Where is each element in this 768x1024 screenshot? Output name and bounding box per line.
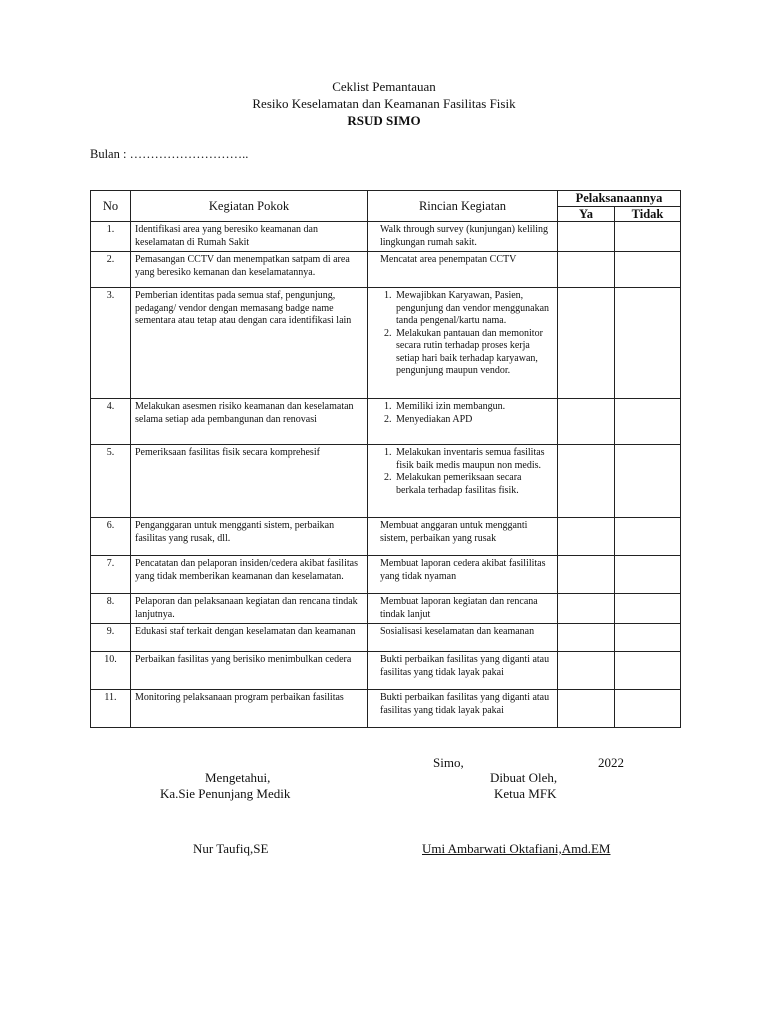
kegiatan-pokok-cell: Pencatatan dan pelaporan insiden/cedera akibat fasilitas yang tidak memberikan keamanan dan keselamatan. (131, 556, 368, 594)
month-field: Bulan : ……………………….. (90, 147, 249, 161)
signature-year: 2022 (598, 755, 624, 770)
ya-checkbox-cell[interactable] (558, 518, 615, 556)
rincian-kegiatan-cell (368, 690, 558, 728)
row-number: 1. (91, 222, 131, 252)
row-number: 9. (91, 624, 131, 652)
row-number: 5. (91, 445, 131, 518)
tidak-checkbox-cell[interactable] (615, 518, 681, 556)
ya-checkbox-cell[interactable] (558, 288, 615, 399)
kegiatan-pokok-cell: Pemasangan CCTV dan menempatkan satpam di area yang beresiko kemanan dan keselamatannya. (131, 252, 368, 288)
ya-checkbox-cell[interactable] (558, 690, 615, 728)
ya-checkbox-cell[interactable] (558, 624, 615, 652)
table-row (91, 518, 681, 556)
rincian-text: Membuat anggaran untuk mengganti sistem, perbaikan yang rusak (380, 520, 528, 544)
rincian-item: 2. Melakukan pantauan dan memonitor secara rutin terhadap proses kerja setiap hari baik terhadap karyawan, pengunjung maupun vendor. (394, 328, 553, 378)
tidak-checkbox-cell[interactable] (615, 624, 681, 652)
tidak-checkbox-cell[interactable] (615, 399, 681, 445)
signature-right-label: Dibuat Oleh, (490, 770, 558, 785)
kegiatan-pokok-cell: Melakukan asesmen risiko keamanan dan keselamatan selama setiap ada pembangunan dan renovasi (131, 399, 368, 445)
header-ya: Ya (558, 206, 615, 222)
table-row (91, 222, 681, 252)
document-title: Ceklist Pemantauan (332, 79, 436, 94)
rincian-list (372, 401, 553, 426)
table-row (91, 556, 681, 594)
kegiatan-pokok-cell: Perbaikan fasilitas yang berisiko menimbulkan cedera (131, 652, 368, 690)
ya-checkbox-cell[interactable] (558, 652, 615, 690)
rincian-text: Membuat laporan kegiatan dan rencana tindak lanjut (380, 596, 538, 620)
ya-checkbox-cell[interactable] (558, 556, 615, 594)
tidak-checkbox-cell[interactable] (615, 445, 681, 518)
table-row (91, 594, 681, 624)
rincian-list (372, 447, 553, 497)
table-row (91, 690, 681, 728)
header-rincian-kegiatan: Rincian Kegiatan (368, 191, 558, 222)
checklist-table (90, 190, 681, 728)
tidak-checkbox-cell[interactable] (615, 252, 681, 288)
ya-checkbox-cell[interactable] (558, 252, 615, 288)
rincian-kegiatan-cell (368, 252, 558, 288)
rincian-text: Bukti perbaikan fasilitas yang diganti atau fasilitas yang tidak layak pakai (380, 692, 550, 716)
header-kegiatan-pokok: Kegiatan Pokok (131, 191, 368, 222)
table-row (91, 445, 681, 518)
signature-right-title: Ketua MFK (494, 786, 557, 801)
ya-checkbox-cell[interactable] (558, 222, 615, 252)
rincian-item: 1. Melakukan inventaris semua fasilitas fisik baik medis maupun non medis. (394, 447, 553, 472)
rincian-list (372, 290, 553, 378)
tidak-checkbox-cell[interactable] (615, 652, 681, 690)
signature-left-name: Nur Taufiq,SE (193, 841, 269, 856)
row-number: 6. (91, 518, 131, 556)
header-tidak: Tidak (615, 206, 681, 222)
header-pelaksanaannya: Pelaksanaannya (558, 191, 681, 207)
kegiatan-pokok-cell: Monitoring pelaksanaan program perbaikan fasilitas (131, 690, 368, 728)
tidak-checkbox-cell[interactable] (615, 690, 681, 728)
table-row (91, 652, 681, 690)
rincian-kegiatan-cell (368, 556, 558, 594)
row-number: 8. (91, 594, 131, 624)
rincian-kegiatan-cell (368, 624, 558, 652)
kegiatan-pokok-cell: Edukasi staf terkait dengan keselamatan dan keamanan (131, 624, 368, 652)
rincian-kegiatan-cell (368, 445, 558, 518)
row-number: 4. (91, 399, 131, 445)
rincian-kegiatan-cell (368, 652, 558, 690)
kegiatan-pokok-cell: Pemeriksaan fasilitas fisik secara komprehesif (131, 445, 368, 518)
signature-left-title: Ka.Sie Penunjang Medik (160, 786, 291, 801)
signature-place: Simo, (433, 755, 464, 770)
row-number: 3. (91, 288, 131, 399)
ya-checkbox-cell[interactable] (558, 399, 615, 445)
rincian-text: Sosialisasi keselamatan dan keamanan (380, 626, 535, 637)
table-row (91, 399, 681, 445)
kegiatan-pokok-cell: Penganggaran untuk mengganti sistem, perbaikan fasilitas yang rusak, dll. (131, 518, 368, 556)
row-number: 11. (91, 690, 131, 728)
rincian-kegiatan-cell (368, 399, 558, 445)
tidak-checkbox-cell[interactable] (615, 594, 681, 624)
table-header-row (91, 191, 681, 207)
signature-left-label: Mengetahui, (205, 770, 271, 785)
rincian-item: 1. Memiliki izin membangun. (394, 401, 553, 414)
ya-checkbox-cell[interactable] (558, 445, 615, 518)
table-row (91, 252, 681, 288)
header-no: No (91, 191, 131, 222)
rincian-item: 2. Menyediakan APD (394, 414, 553, 427)
tidak-checkbox-cell[interactable] (615, 222, 681, 252)
rincian-kegiatan-cell (368, 518, 558, 556)
row-number: 2. (91, 252, 131, 288)
rincian-item: 2. Melakukan pemeriksaan secara berkala terhadap fasilitas fisik. (394, 472, 553, 497)
rincian-item: 1. Mewajibkan Karyawan, Pasien, pengunjung dan vendor menggunakan tanda pengenal/kartu nama. (394, 290, 553, 328)
kegiatan-pokok-cell: Identifikasi area yang beresiko keamanan dan keselamatan di Rumah Sakit (131, 222, 368, 252)
table-row (91, 288, 681, 399)
document-subtitle: Resiko Keselamatan dan Keamanan Fasilitas Fisik (252, 96, 516, 111)
rincian-kegiatan-cell (368, 222, 558, 252)
rincian-kegiatan-cell (368, 288, 558, 399)
rincian-text: Mencatat area penempatan CCTV (380, 254, 517, 265)
kegiatan-pokok-cell: Pelaporan dan pelaksanaan kegiatan dan rencana tindak lanjutnya. (131, 594, 368, 624)
rincian-text: Walk through survey (kunjungan) keliling lingkungan rumah sakit. (380, 224, 549, 248)
hospital-name: RSUD SIMO (347, 113, 421, 128)
tidak-checkbox-cell[interactable] (615, 288, 681, 399)
rincian-kegiatan-cell (368, 594, 558, 624)
rincian-text: Bukti perbaikan fasilitas yang diganti atau fasilitas yang tidak layak pakai (380, 654, 550, 678)
row-number: 7. (91, 556, 131, 594)
rincian-text: Membuat laporan cedera akibat fasililitas yang tidak nyaman (380, 558, 546, 582)
tidak-checkbox-cell[interactable] (615, 556, 681, 594)
table-row (91, 624, 681, 652)
row-number: 10. (91, 652, 131, 690)
ya-checkbox-cell[interactable] (558, 594, 615, 624)
signature-right-name: Umi Ambarwati Oktafiani,Amd.EM (422, 841, 611, 856)
kegiatan-pokok-cell: Pemberian identitas pada semua staf, pengunjung, pedagang/ vendor dengan memasang badge name sementara atau tetap atau dengan cara identifikasi lain (131, 288, 368, 399)
